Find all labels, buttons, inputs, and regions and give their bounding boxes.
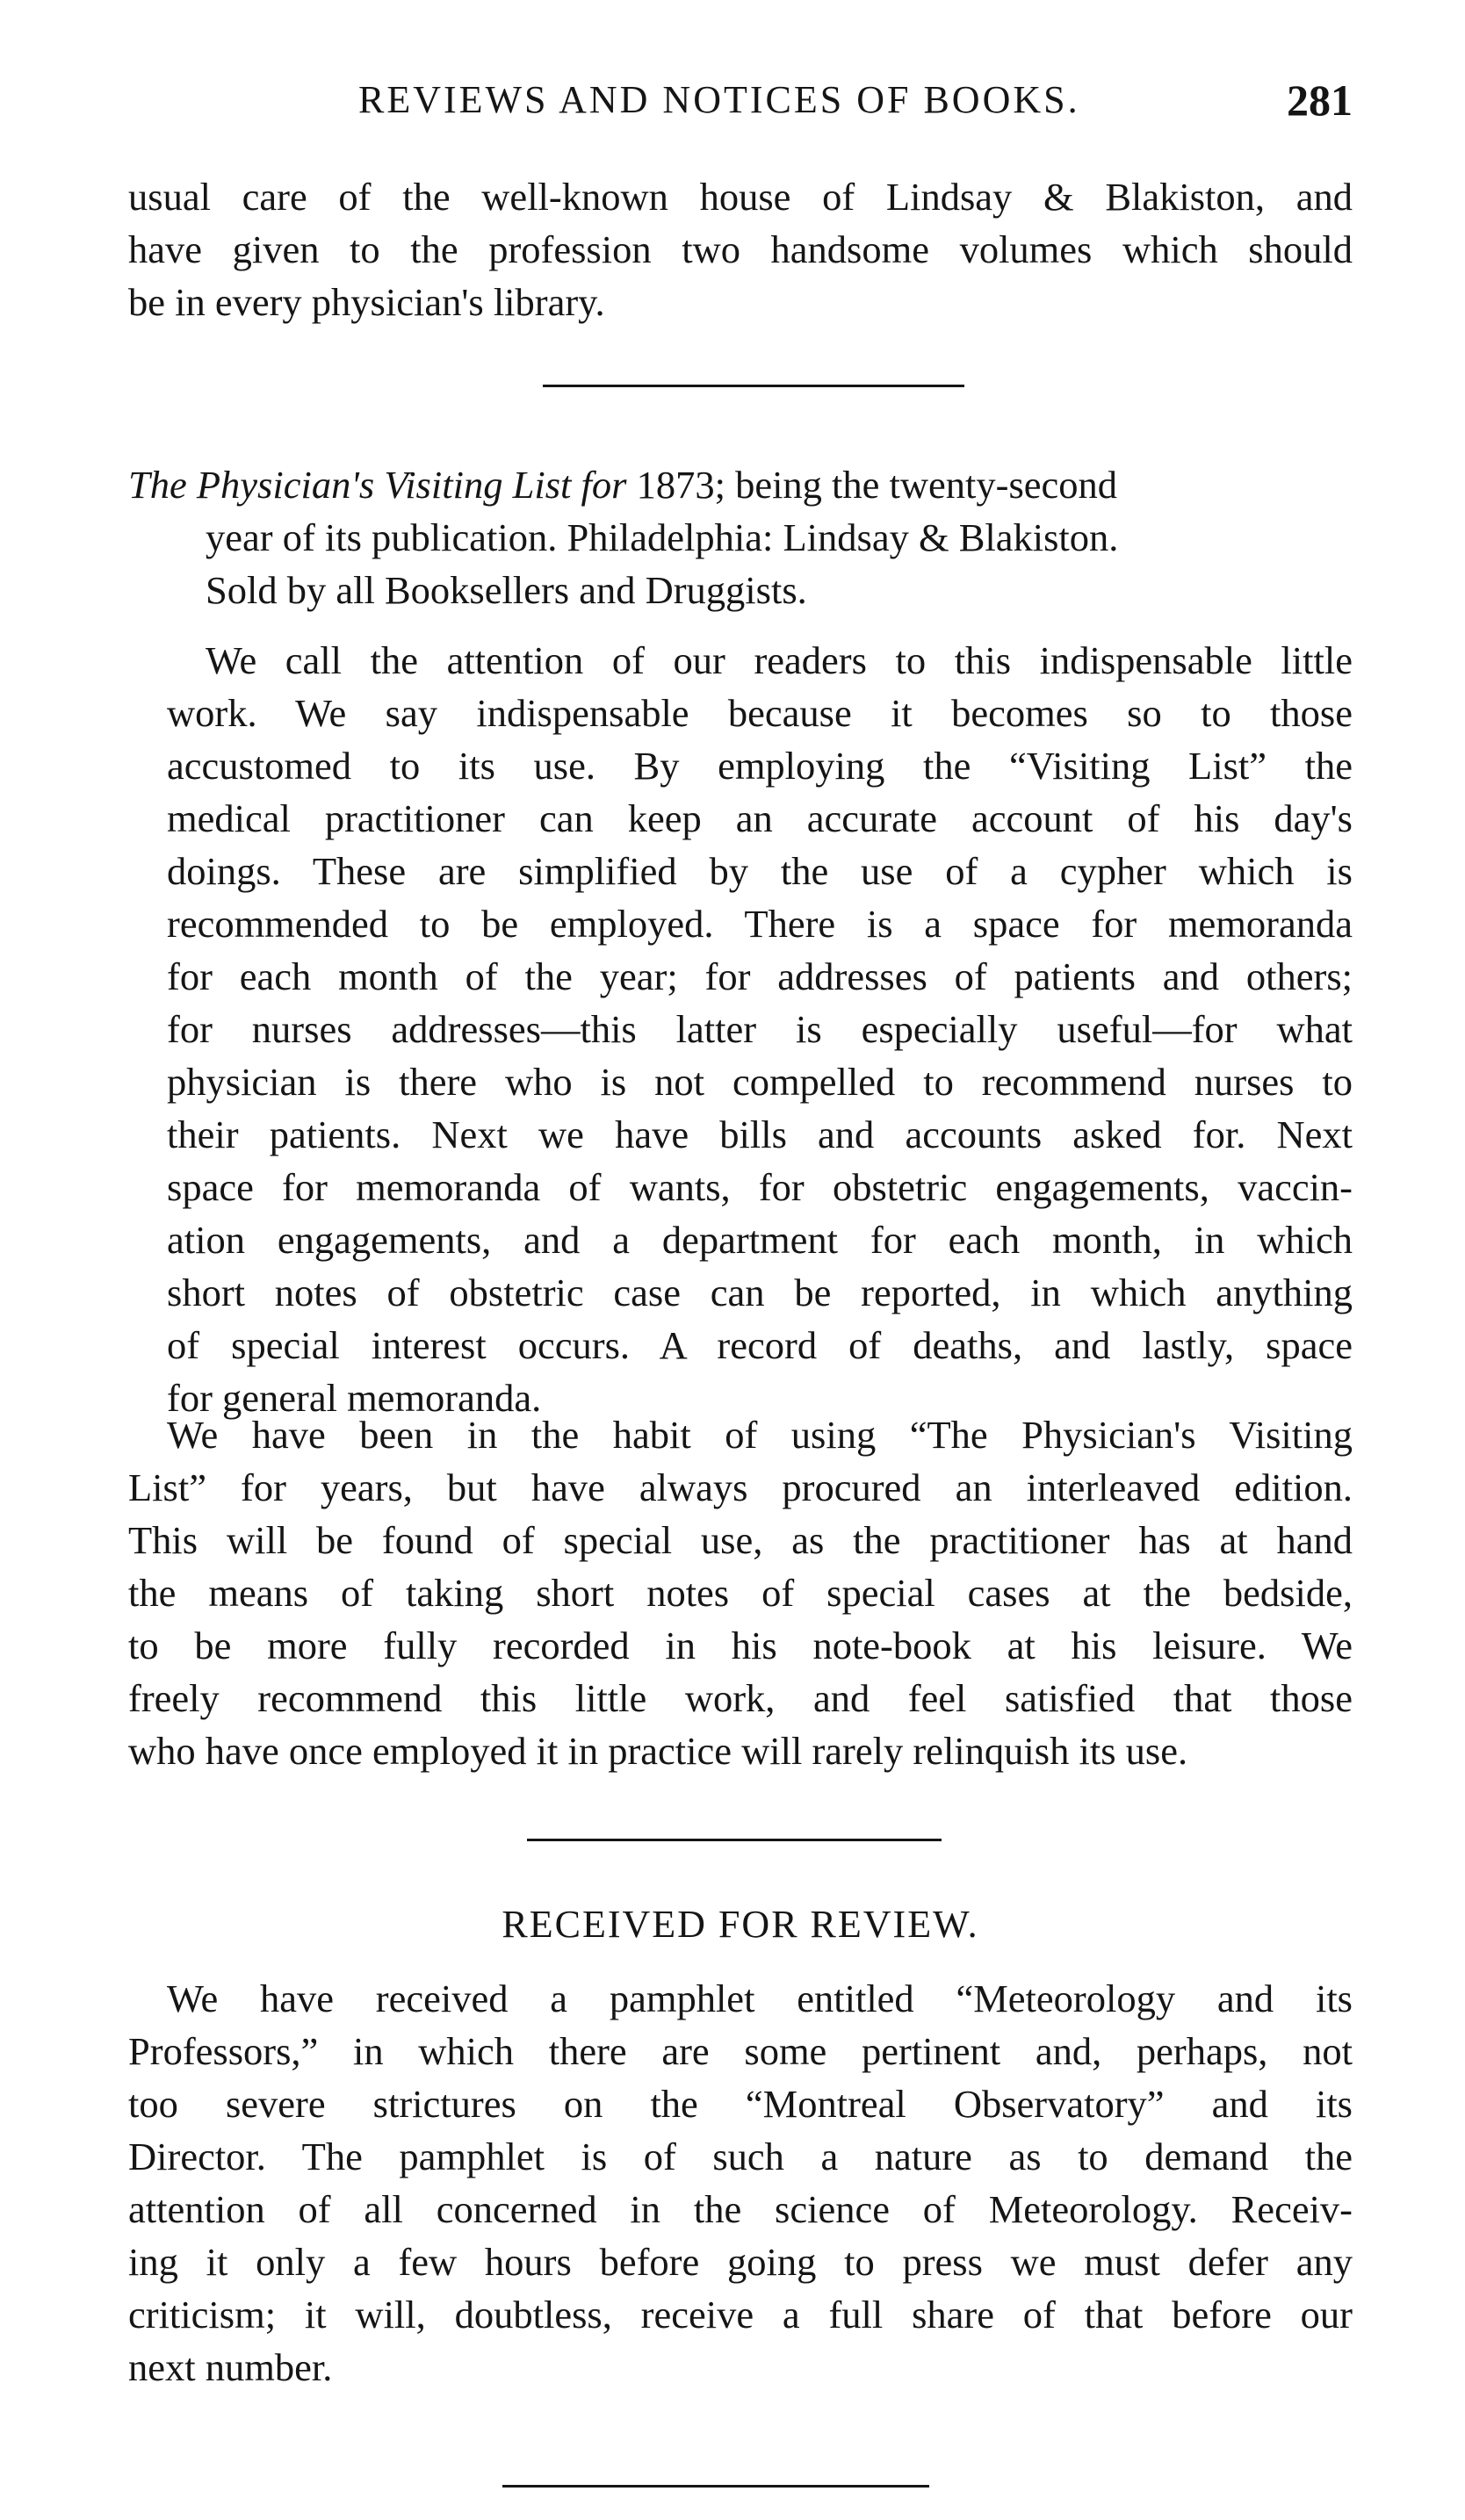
review-line: space for memoranda of wants, for obstetric engagements, vaccin-: [167, 1165, 1353, 1209]
received-line: Professors,” in which there are some pertinent and, perhaps, not: [128, 2029, 1353, 2073]
review-line: doings. These are simplified by the use of a cypher which is: [167, 849, 1353, 893]
book-title: The Physician's Visiting List for: [128, 463, 627, 507]
review-line: to be more fully recorded in his note-book at his leisure. We: [128, 1624, 1353, 1667]
review-line: for each month of the year; for addresses of patients and others;: [167, 954, 1353, 998]
review-paragraph: [128, 1408, 1353, 1777]
page-number: 281: [1287, 76, 1353, 125]
review-line: accustomed to its use. By employing the “Visiting List” the: [167, 744, 1353, 788]
received-line: next number.: [128, 2345, 333, 2389]
running-header: [128, 74, 1353, 135]
received-line: too severe strictures on the “Montreal Observatory” and its: [128, 2082, 1353, 2126]
section-divider: [502, 2485, 929, 2488]
running-header-title: REVIEWS AND NOTICES OF BOOKS.: [358, 78, 1080, 121]
citation-line: year of its publication. Philadelphia: Lindsay & Blakiston.: [206, 515, 1119, 559]
review-line: freely recommend this little work, and feel satisfied that those: [128, 1676, 1353, 1720]
intro-paragraph: [128, 170, 1353, 328]
received-line: criticism; it will, doubtless, receive a full share of that before our: [128, 2293, 1353, 2336]
section-divider: [527, 1839, 942, 1841]
review-line: recommended to be employed. There is a space for memoranda: [167, 902, 1353, 946]
received-line: Director. The pamphlet is of such a nature as to demand the: [128, 2135, 1353, 2178]
book-citation: [128, 458, 1353, 616]
review-line: who have once employed it in practice will rarely relinquish its use.: [128, 1729, 1188, 1773]
review-line: This will be found of special use, as the practitioner has at hand: [128, 1518, 1353, 1562]
citation-line: [128, 458, 1353, 511]
received-line: We have received a pamphlet entitled “Meteorology and its: [167, 1976, 1353, 2020]
review-line: their patients. Next we have bills and accounts asked for. Next: [167, 1112, 1353, 1156]
review-line: for general memoranda.: [167, 1376, 542, 1420]
section-divider: [543, 385, 964, 387]
citation-first-line-rest: 1873; being the twenty-second: [636, 463, 1118, 507]
review-line: List” for years, but have always procured an interleaved edition.: [128, 1465, 1353, 1509]
intro-line: have given to the profession two handsome volumes which should: [128, 227, 1353, 271]
review-line: short notes of obstetric case can be reported, in which anything: [167, 1271, 1353, 1314]
intro-line: usual care of the well-known house of Lindsay & Blakiston, and: [128, 175, 1353, 219]
review-line: of special interest occurs. A record of deaths, and lastly, space: [167, 1323, 1353, 1367]
review-line: physician is there who is not compelled to recommend nurses to: [167, 1060, 1353, 1104]
review-line: ation engagements, and a department for each month, in which: [167, 1218, 1353, 1262]
review-line: We call the attention of our readers to this indispensable little: [206, 638, 1353, 682]
citation-line: Sold by all Booksellers and Druggists.: [206, 568, 807, 612]
received-paragraph: [128, 1972, 1353, 2394]
review-line: work. We say indispensable because it becomes so to those: [167, 691, 1353, 735]
received-line: attention of all concerned in the science of Meteorology. Receiv-: [128, 2187, 1353, 2231]
review-line: We have been in the habit of using “The Physician's Visiting: [167, 1413, 1353, 1457]
received-line: ing it only a few hours before going to press we must defer any: [128, 2240, 1353, 2284]
review-paragraph: [128, 634, 1353, 1424]
review-line: medical practitioner can keep an accurate account of his day's: [167, 796, 1353, 840]
review-line: the means of taking short notes of special cases at the bedside,: [128, 1571, 1353, 1615]
section-heading: RECEIVED FOR REVIEW.: [502, 1903, 979, 1946]
intro-line: be in every physician's library.: [128, 280, 605, 324]
review-line: for nurses addresses—this latter is especially useful—for what: [167, 1007, 1353, 1051]
